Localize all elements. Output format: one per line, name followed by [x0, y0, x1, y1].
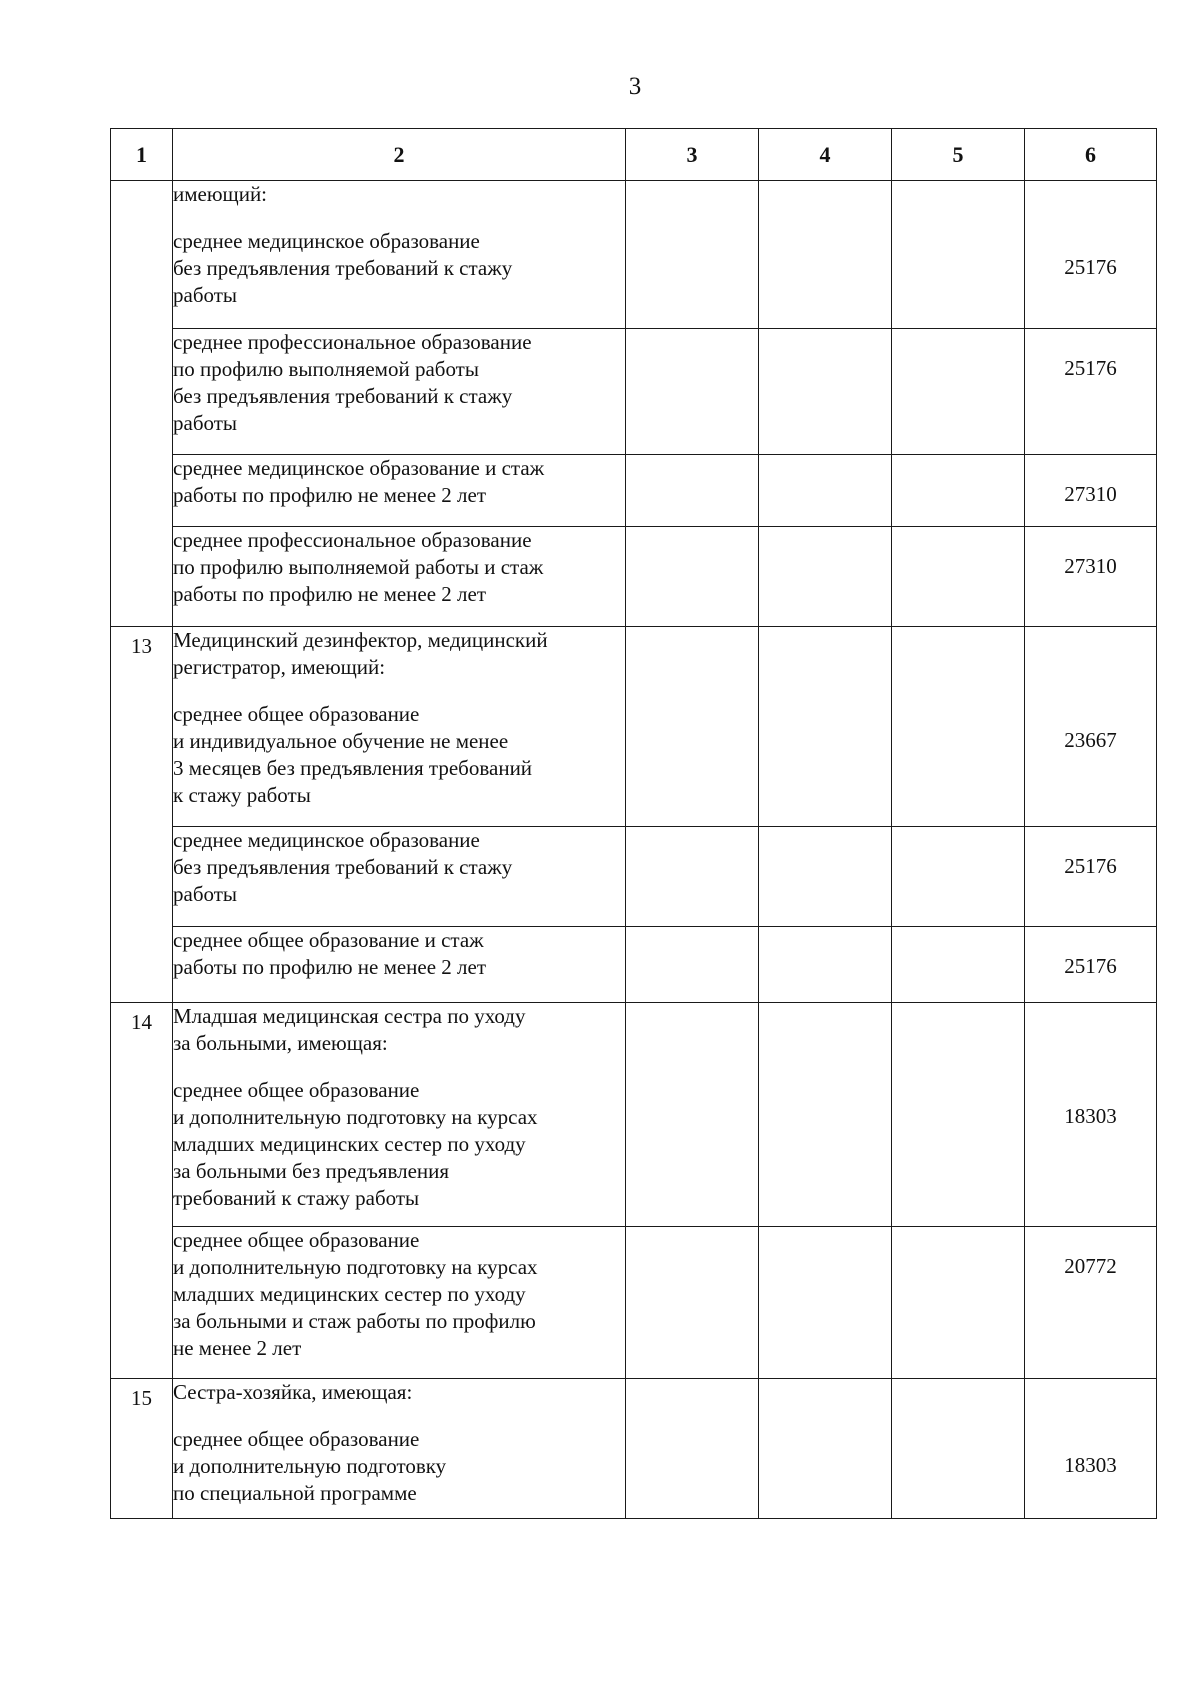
requirement-text-line: работы [173, 411, 238, 435]
requirement-text-line: младших медицинских сестер по уходу [173, 1132, 526, 1156]
salary-value: 18303 [1064, 1104, 1117, 1128]
salary-value: 25176 [1064, 954, 1117, 978]
requirement-text-line: среднее профессиональное образование [173, 330, 532, 354]
requirement-text-line: по профилю выполняемой работы и стаж [173, 555, 544, 579]
salary-value-cell [1025, 455, 1157, 527]
column-header-5: 5 [892, 129, 1025, 181]
requirement-text-line: не менее 2 лет [173, 1336, 302, 1360]
table-row [111, 527, 1157, 627]
requirement-text-line: среднее общее образование и стаж [173, 928, 484, 952]
requirement-text-line: работы по профилю не менее 2 лет [173, 582, 487, 606]
salary-value: 25176 [1064, 854, 1117, 878]
salary-value-cell [1025, 1379, 1157, 1519]
row-number: 14 [131, 1010, 152, 1034]
empty-cell-col-4 [759, 1227, 892, 1379]
spacer [173, 1406, 625, 1426]
empty-cell-col-4 [759, 527, 892, 627]
salary-value-cell [1025, 827, 1157, 927]
salary-value: 27310 [1064, 554, 1117, 578]
column-header-2: 2 [173, 129, 626, 181]
requirement-text-line: за больными без предъявления [173, 1159, 450, 1183]
column-header-4: 4 [759, 129, 892, 181]
row-number-cell [111, 1003, 173, 1379]
table-row [111, 927, 1157, 1003]
empty-cell-col-5 [892, 181, 1025, 329]
description-cell [173, 827, 626, 927]
requirement-text-line: среднее общее образование [173, 1427, 420, 1451]
salary-value-cell [1025, 627, 1157, 827]
salary-value-cell [1025, 527, 1157, 627]
requirement-text-line: младших медицинских сестер по уходу [173, 1282, 526, 1306]
row-number: 15 [131, 1386, 152, 1410]
description-cell [173, 1227, 626, 1379]
requirement-text-line: работы [173, 882, 238, 906]
column-header-1: 1 [111, 129, 173, 181]
description-cell [173, 181, 626, 329]
position-heading-line: регистратор, имеющий: [173, 655, 386, 679]
requirement-text-line: среднее медицинское образование и стаж [173, 456, 545, 480]
position-heading-line: за больными, имеющая: [173, 1031, 388, 1055]
description-cell [173, 627, 626, 827]
empty-cell-col-4 [759, 827, 892, 927]
description-cell [173, 329, 626, 455]
description-cell [173, 1003, 626, 1227]
row-number-cell [111, 1379, 173, 1519]
table-header-row [111, 129, 1157, 181]
requirement-text-line: без предъявления требований к стажу [173, 256, 513, 280]
row-number-cell [111, 181, 173, 627]
empty-cell-col-4 [759, 1003, 892, 1227]
table-row [111, 329, 1157, 455]
empty-cell-col-4 [759, 927, 892, 1003]
table-row [111, 1379, 1157, 1519]
empty-cell-col-3 [626, 329, 759, 455]
requirement-text-line: 3 месяцев без предъявления требований [173, 756, 533, 780]
table-row [111, 1003, 1157, 1227]
position-heading-line: имеющий: [173, 182, 268, 206]
requirement-text-line: среднее профессиональное образование [173, 528, 532, 552]
salary-value-cell [1025, 1227, 1157, 1379]
requirement-text-line: без предъявления требований к стажу [173, 855, 513, 879]
empty-cell-col-5 [892, 455, 1025, 527]
empty-cell-col-4 [759, 1379, 892, 1519]
description-cell [173, 455, 626, 527]
empty-cell-col-3 [626, 827, 759, 927]
requirement-text-line: и дополнительную подготовку на курсах [173, 1255, 538, 1279]
requirement-text-line: требований к стажу работы [173, 1186, 420, 1210]
table-row [111, 455, 1157, 527]
spacer [173, 681, 625, 701]
table-row [111, 181, 1157, 329]
row-number [111, 181, 172, 187]
empty-cell-col-3 [626, 1227, 759, 1379]
empty-cell-col-4 [759, 181, 892, 329]
requirement-text-line: и дополнительную подготовку [173, 1454, 447, 1478]
requirement-text-line: за больными и стаж работы по профилю [173, 1309, 536, 1333]
requirement-text-line: и дополнительную подготовку на курсах [173, 1105, 538, 1129]
page-number: 3 [628, 73, 642, 100]
empty-cell-col-5 [892, 627, 1025, 827]
salary-value-cell [1025, 329, 1157, 455]
requirement-text-line: среднее общее образование [173, 702, 420, 726]
requirement-text-line: по специальной программе [173, 1481, 417, 1505]
empty-cell-col-3 [626, 527, 759, 627]
salary-value-cell [1025, 927, 1157, 1003]
requirement-text-line: работы по профилю не менее 2 лет [173, 483, 487, 507]
spacer [173, 208, 625, 228]
requirement-text-line: и индивидуальное обучение не менее [173, 729, 509, 753]
empty-cell-col-3 [626, 1379, 759, 1519]
description-cell [173, 1379, 626, 1519]
table-body [111, 181, 1157, 1519]
salary-value: 25176 [1064, 255, 1117, 279]
empty-cell-col-5 [892, 527, 1025, 627]
salary-value-cell [1025, 181, 1157, 329]
salary-value: 23667 [1064, 728, 1117, 752]
empty-cell-col-3 [626, 627, 759, 827]
empty-cell-col-3 [626, 927, 759, 1003]
requirement-text-line: среднее медицинское образование [173, 229, 480, 253]
empty-cell-col-5 [892, 1003, 1025, 1227]
salary-table [110, 128, 1157, 1519]
column-header-3: 3 [626, 129, 759, 181]
empty-cell-col-3 [626, 455, 759, 527]
position-heading-line: Младшая медицинская сестра по уходу [173, 1004, 526, 1028]
row-number: 13 [131, 634, 152, 658]
description-cell [173, 927, 626, 1003]
empty-cell-col-3 [626, 1003, 759, 1227]
requirement-text-line: работы по профилю не менее 2 лет [173, 955, 487, 979]
description-cell [173, 527, 626, 627]
spacer [173, 1057, 625, 1077]
salary-value: 25176 [1064, 356, 1117, 380]
requirement-text-line: к стажу работы [173, 783, 311, 807]
requirement-text-line: работы [173, 283, 238, 307]
row-number-cell [111, 627, 173, 1003]
empty-cell-col-4 [759, 455, 892, 527]
empty-cell-col-5 [892, 329, 1025, 455]
empty-cell-col-5 [892, 927, 1025, 1003]
empty-cell-col-3 [626, 181, 759, 329]
empty-cell-col-5 [892, 827, 1025, 927]
empty-cell-col-5 [892, 1227, 1025, 1379]
column-header-6: 6 [1025, 129, 1157, 181]
table-row [111, 1227, 1157, 1379]
requirement-text-line: среднее медицинское образование [173, 828, 480, 852]
empty-cell-col-4 [759, 329, 892, 455]
requirement-text-line: без предъявления требований к стажу [173, 384, 513, 408]
salary-value-cell [1025, 1003, 1157, 1227]
requirement-text-line: среднее общее образование [173, 1078, 420, 1102]
salary-value: 20772 [1064, 1254, 1117, 1278]
requirement-text-line: среднее общее образование [173, 1228, 420, 1252]
position-heading-line: Медицинский дезинфектор, медицинский [173, 628, 548, 652]
table-row [111, 627, 1157, 827]
salary-value: 27310 [1064, 482, 1117, 506]
salary-value: 18303 [1064, 1453, 1117, 1477]
empty-cell-col-4 [759, 627, 892, 827]
requirement-text-line: по профилю выполняемой работы [173, 357, 479, 381]
table-row [111, 827, 1157, 927]
empty-cell-col-5 [892, 1379, 1025, 1519]
position-heading-line: Сестра-хозяйка, имеющая: [173, 1380, 413, 1404]
